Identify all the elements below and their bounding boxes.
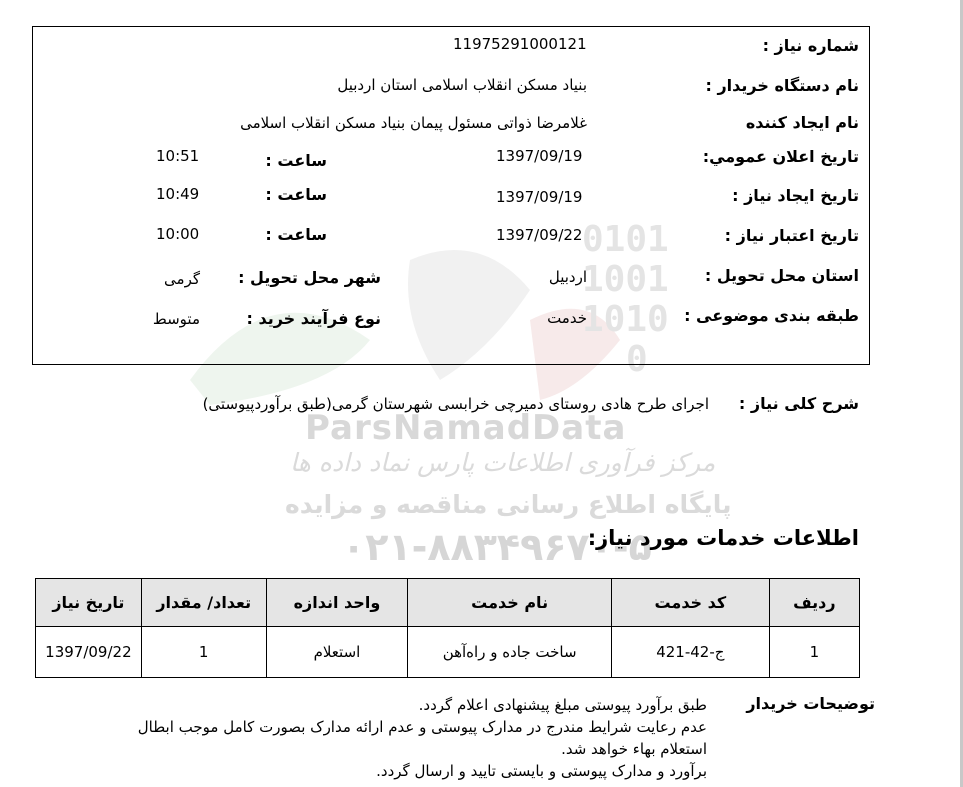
watermark-phone: ۰۲۱-۸۸۳۴۹۶۷۰-۵	[342, 525, 652, 569]
services-table-header	[36, 579, 860, 627]
cell-code: ج-42-421	[611, 627, 769, 678]
delivery-province-label: استان محل تحویل :	[704, 266, 859, 285]
delivery-province-value: اردبیل	[548, 268, 587, 286]
buyer-org-value: بنیاد مسکن انقلاب اسلامی استان اردبیل	[337, 76, 587, 94]
need-create-date-label: تاریخ ایجاد نیاز :	[732, 186, 859, 205]
buyer-notes-label: توضیحات خریدار	[746, 694, 875, 713]
need-validity-time-label: ساعت :	[265, 225, 327, 244]
buyer-note-line: برآورد و مدارک پیوستی و بایستی تایید و ارسال گردد.	[376, 762, 707, 780]
buyer-notes-text	[67, 694, 707, 782]
buyer-org-label: نام دستگاه خریدار :	[705, 76, 859, 95]
public-announce-time-value: 10:51	[156, 147, 200, 165]
table-row	[36, 627, 860, 678]
watermark-brand: ParsNamadData	[305, 408, 627, 448]
need-create-date-value: 1397/09/19	[496, 188, 583, 206]
col-unit-header: واحد اندازه	[266, 579, 408, 627]
purchase-process-value: متوسط	[152, 310, 200, 328]
purchase-process-label: نوع فرآیند خرید :	[246, 309, 381, 328]
services-section-title: اطلاعات خدمات مورد نیاز:	[587, 526, 859, 550]
services-table	[35, 578, 860, 678]
cell-unit: استعلام	[266, 627, 408, 678]
col-date-header: تاریخ نیاز	[36, 579, 142, 627]
cell-date: 1397/09/22	[36, 627, 142, 678]
category-label: طبقه بندی موضوعی :	[684, 306, 859, 325]
general-description-value: اجرای طرح هادی روستای دمیرچی خرابسی شهرستان گرمی(طبق برآوردپیوستی)	[202, 395, 709, 413]
cell-qty: 1	[141, 627, 266, 678]
public-announce-date-value: 1397/09/19	[496, 147, 583, 165]
buyer-note-line: استعلام بهاء خواهد شد.	[561, 740, 707, 758]
buyer-note-line: طبق برآورد پیوستی مبلغ پیشنهادی اعلام گردد.	[418, 696, 707, 714]
col-name-header: نام خدمت	[408, 579, 612, 627]
need-validity-date-label: تاریخ اعتبار نیاز :	[724, 226, 859, 245]
need-validity-time-value: 10:00	[156, 225, 200, 243]
col-code-header: کد خدمت	[611, 579, 769, 627]
creator-value: غلامرضا ذواتی مسئول پیمان بنیاد مسکن انقلاب اسلامی	[240, 114, 587, 132]
need-validity-date-value: 1397/09/22	[496, 226, 583, 244]
watermark-digits: 0101 1001 1010 0	[582, 219, 669, 380]
public-announce-date-label: تاریخ اعلان عمومي:	[702, 147, 859, 166]
cell-name: ساخت جاده و راه‌آهن	[408, 627, 612, 678]
col-row-header: ردیف	[769, 579, 859, 627]
cell-row: 1	[769, 627, 859, 678]
col-qty-header: تعداد/ مقدار	[141, 579, 266, 627]
watermark-tagline: مرکز فرآوری اطلاعات پارس نماد داده ها	[290, 448, 716, 477]
delivery-city-label: شهر محل تحویل :	[238, 268, 381, 287]
creator-label: نام ایجاد کننده	[745, 113, 859, 132]
watermark-subtitle: پایگاه اطلاع رسانی مناقصه و مزایده	[285, 490, 732, 519]
need-number-label: شماره نیاز :	[762, 36, 859, 55]
category-value: خدمت	[547, 309, 587, 327]
need-create-time-label: ساعت :	[265, 185, 327, 204]
need-create-time-value: 10:49	[156, 185, 200, 203]
general-description-label: شرح کلی نیاز :	[738, 394, 859, 413]
buyer-note-line: عدم رعایت شرایط مندرج در مدارک پیوستی و عدم ارائه مدارک بصورت کامل موجب ابطال	[137, 718, 707, 736]
public-announce-time-label: ساعت :	[265, 151, 327, 170]
delivery-city-value: گرمی	[164, 270, 200, 288]
need-number-value: 11975291000121	[453, 35, 587, 53]
